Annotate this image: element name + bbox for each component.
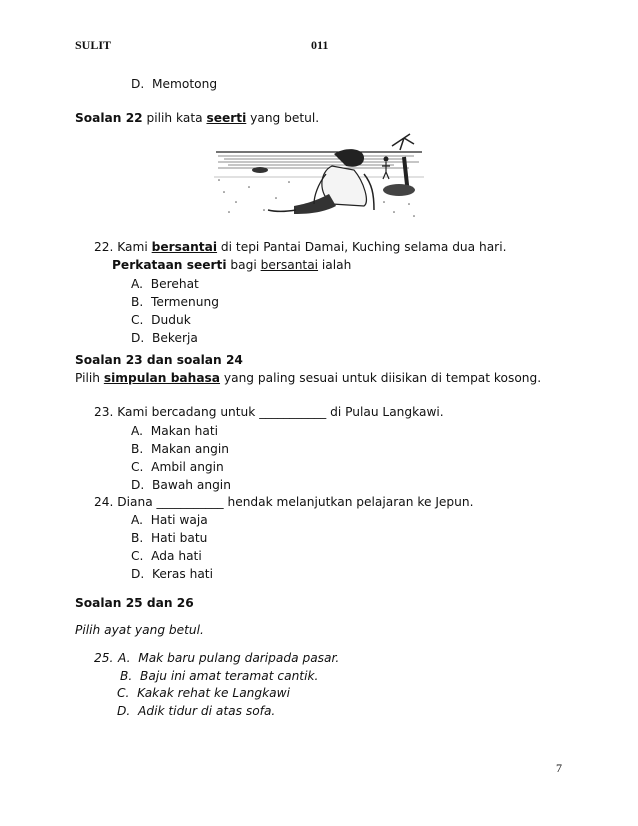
- option-letter: C.: [131, 549, 144, 563]
- option-letter: B.: [131, 531, 144, 545]
- q23-option-d[interactable]: [131, 478, 231, 492]
- q22-option-d[interactable]: [131, 331, 198, 345]
- section-25-26-title: Soalan 25 dan 26: [75, 596, 194, 610]
- option-letter: A.: [118, 651, 131, 665]
- option-letter: C.: [117, 686, 130, 700]
- keyword: seerti: [206, 111, 247, 125]
- option-letter: D.: [131, 478, 145, 492]
- option-letter: B.: [120, 669, 133, 683]
- q22-option-a[interactable]: [131, 277, 199, 291]
- question-number: 22.: [94, 240, 114, 254]
- option-letter: D.: [131, 567, 145, 581]
- option-letter: C.: [131, 313, 144, 327]
- option-text: Bawah angin: [152, 478, 231, 492]
- q24-stem: 24. Diana ___________ hendak melanjutkan pelajaran ke Jepun.: [94, 495, 474, 509]
- option-text: Duduk: [151, 313, 191, 327]
- section-23-24-instruction: [75, 371, 541, 385]
- beach-illustration: [214, 132, 424, 220]
- prompt-bold: Perkataan seerti: [112, 258, 227, 272]
- option-letter: B.: [131, 295, 144, 309]
- option-letter: B.: [131, 442, 144, 456]
- header-sulit: SULIT: [75, 38, 112, 52]
- q22-option-b[interactable]: [131, 295, 219, 309]
- option-text: Hati waja: [150, 513, 208, 527]
- page-number: 7: [556, 761, 562, 775]
- q23-stem: 23. Kami bercadang untuk ___________ di Pulau Langkawi.: [94, 405, 444, 419]
- section-23-24-title: Soalan 23 dan soalan 24: [75, 353, 243, 367]
- q24-option-c[interactable]: [131, 549, 202, 563]
- q21-option-d: [131, 77, 217, 91]
- option-text: Ada hati: [151, 549, 202, 563]
- option-text: Makan hati: [150, 424, 219, 438]
- option-letter: A.: [131, 277, 143, 291]
- prompt-mid: bagi: [226, 258, 261, 272]
- option-text: Mak baru pulang daripada pasar.: [138, 651, 340, 665]
- q22-option-c[interactable]: [131, 313, 191, 327]
- q24-option-a[interactable]: [131, 513, 208, 527]
- q22-stem: [94, 240, 506, 254]
- option-text: Hati batu: [151, 531, 208, 545]
- option-text: Termenung: [151, 295, 219, 309]
- option-letter: A.: [131, 513, 143, 527]
- q25-option-b[interactable]: [120, 669, 318, 683]
- option-text: Keras hati: [152, 567, 213, 581]
- option-text: Ambil angin: [151, 460, 224, 474]
- stem-text: Kami: [113, 240, 152, 254]
- option-text: Adik tidur di atas sofa.: [138, 704, 276, 718]
- option-text: Memotong: [152, 77, 218, 91]
- option-text: Bekerja: [152, 331, 198, 345]
- option-text: Berehat: [150, 277, 199, 291]
- option-text: Baju ini amat teramat cantik.: [140, 669, 319, 683]
- option-text: Kakak rehat ke Langkawi: [137, 686, 291, 700]
- instruction-text: pilih kata: [142, 111, 207, 125]
- q25-option-d[interactable]: [117, 704, 275, 718]
- instruction-text: Pilih: [75, 371, 104, 385]
- keyword: simpulan bahasa: [103, 371, 221, 385]
- keyword: bersantai: [151, 240, 218, 254]
- q23-option-c[interactable]: [131, 460, 224, 474]
- q22-prompt: [112, 258, 351, 272]
- q25-number: 25.: [94, 651, 114, 665]
- q24-option-b[interactable]: [131, 531, 207, 545]
- q23-option-b[interactable]: [131, 442, 229, 456]
- q24-option-d[interactable]: [131, 567, 213, 581]
- option-text: Makan angin: [151, 442, 229, 456]
- instruction-tail: yang betul.: [246, 111, 320, 125]
- q25-option-c[interactable]: [117, 686, 290, 700]
- q25-option-a[interactable]: [118, 651, 339, 665]
- section-22-instruction: [75, 111, 319, 125]
- option-letter: D.: [131, 77, 145, 91]
- instruction-tail: yang paling sesuai untuk diisikan di tempat kosong.: [220, 371, 542, 385]
- option-letter: D.: [131, 331, 145, 345]
- stem-tail: di tepi Pantai Damai, Kuching selama dua hari.: [217, 240, 507, 254]
- prompt-tail: ialah: [318, 258, 352, 272]
- prompt-keyword: bersantai: [260, 258, 319, 272]
- section-25-26-instruction: Pilih ayat yang betul.: [75, 623, 204, 637]
- option-letter: A.: [131, 424, 143, 438]
- section-label: Soalan 22: [75, 111, 143, 125]
- header-code: 011: [311, 38, 329, 52]
- option-letter: C.: [131, 460, 144, 474]
- q23-option-a[interactable]: [131, 424, 218, 438]
- option-letter: D.: [117, 704, 131, 718]
